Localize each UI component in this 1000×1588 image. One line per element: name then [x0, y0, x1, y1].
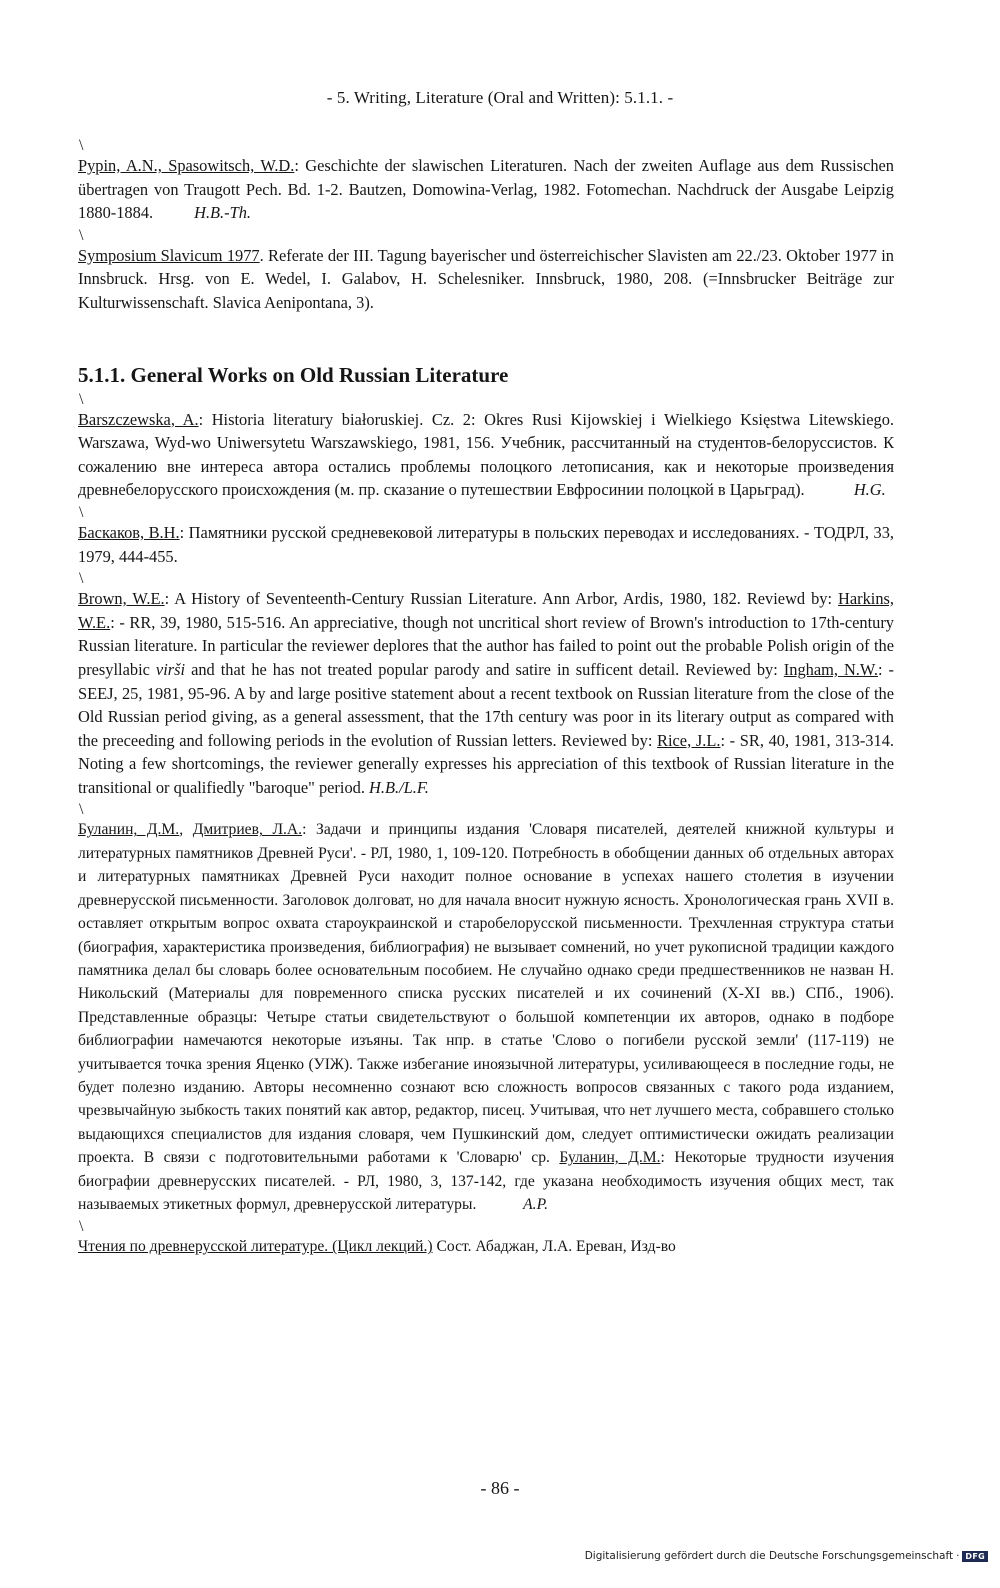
credit-text: Digitalisierung gefördert durch die Deutsche Forschungsgemeinschaft	[584, 1550, 954, 1562]
separator-dot: ·	[956, 1550, 960, 1562]
entry-separator: \	[79, 390, 84, 408]
entry-authors: Barszczewska, A.	[78, 409, 199, 429]
reviewer-name: Harkins, W.E.	[78, 589, 894, 632]
entry-text: : A History of Seventeenth-Century Russian Literature. Ann Arbor, Ardis, 1980, 182. Reviewd by:	[164, 589, 838, 609]
running-head: - 5. Writing, Literature (Oral and Written): 5.1.1. -	[326, 88, 674, 107]
entry-text: : Historia literatury białoruskiej. Cz. 2: Okres Rusi Kijowskiej i Wielkiego Księstwa Litewskiego. Warszawa, Wyd-wo Uniwersytetu Warszawskiego, 1981, 156. Учебник, рассчитанный на студентов-белоруссистов. К сожалению вне интереса автора остались проблемы полоцкого летописания, как и некоторые произведения древнебелорусского происхождения (м. пр. сказание о путешествии Евфросинии полоцкой в Царьград).	[78, 409, 894, 500]
entry-text: : - SEEJ, 25, 1981, 95-96. A by and large positive statement about a recent textbook on Russian literature from the close of the Old Russian period giving, as a general assessment, that the 17th century was poor in its literary output as compared with the preceeding and following periods in the evolution of Russian letters. Reviewed by:	[78, 659, 894, 750]
entry-separator: \	[79, 801, 84, 819]
entry-brown	[78, 587, 894, 799]
entry-text: : Geschichte der slawischen Literaturen. Nach der zweiten Auflage aus dem Russischen übertragen von Traugott Pech. Bd. 1-2. Bautzen, Domowina-Verlag, 1982. Fotomechan. Nachdruck der Ausgabe Leipzig 1880-1884.	[78, 156, 894, 223]
entry-separator: \	[79, 1218, 84, 1236]
entry-authors: Brown, W.E.	[78, 589, 165, 609]
entry-reviewer: H.G.	[853, 480, 886, 500]
entry-text: . Referate der III. Tagung bayerischer und österreichischer Slavisten am 22./23. Oktober 1977 in Innsbruck. Hrsg. von E. Wedel, I. Galabov, H. Schelesniker. Innsbruck, 1980, 208. (=Innsbrucker Beiträge zur Kulturwissenschaft. Slavica Aenipontana, 3).	[78, 245, 894, 312]
entry-authors: Дмитриев, Л.А.	[192, 821, 303, 839]
entry-text: : Памятники русской средневековой литературы в польских переводах и исследованиях. - ТОДРЛ, 33, 1979, 444-455.	[78, 522, 894, 566]
entry-title: Чтения по древнерусской литературе. (Цикл лекций.)	[78, 1238, 433, 1256]
bibliography-content	[78, 138, 894, 1262]
entry-term: virši	[155, 659, 186, 679]
entry-chteniya	[78, 1235, 894, 1258]
reference-name: Буланин, Д.М.	[559, 1149, 661, 1167]
entry-barszczewska	[78, 408, 894, 502]
digitization-credit	[585, 1550, 988, 1562]
entry-separator: \	[79, 226, 84, 244]
entry-reviewer: H.B./L.F.	[369, 777, 429, 797]
author-separator: ,	[179, 821, 193, 839]
entry-authors: Pypin, A.N., Spasowitsch, W.D.	[78, 156, 295, 175]
entry-reviewer: H.B.-Th.	[194, 203, 252, 223]
entry-text: : Некоторые трудности изучения биографии древнерусских писателей. - РЛ, 1980, 3, 137-142, где указана необходимость изучения общих мест, так называемых этикетных формул, древнерусской литературы.	[78, 1149, 894, 1213]
entry-separator: \	[79, 503, 84, 521]
entry-separator: \	[79, 570, 84, 588]
reviewer-name: Ingham, N.W.	[783, 659, 878, 679]
entry-symposium	[78, 244, 894, 315]
page-number: - 86 -	[480, 1478, 520, 1498]
entry-separator: \	[79, 137, 84, 154]
entry-pypin	[78, 154, 894, 225]
entry-text: : - RR, 39, 1980, 515-516. An appreciative, though not uncritical short review of Brown's introduction to 17th-century Russian literature. In particular the reviewer deplores that the author has failed to point out the probable Polish origin of the presyllabic	[78, 612, 894, 679]
dfg-logo-icon: DFG	[962, 1551, 988, 1562]
reviewer-name: Rice, J.L.	[657, 730, 721, 750]
entry-authors: Буланин, Д.М.	[78, 821, 180, 839]
entry-text: : - SR, 40, 1981, 313-314. Noting a few shortcomings, the reviewer generally expresses his appreciation of this textbook of Russian literature in the transitional or qualifiedly "baroque" period.	[78, 730, 894, 797]
entry-authors: Баскаков, В.Н.	[78, 522, 180, 542]
entry-title: Symposium Slavicum 1977	[78, 245, 260, 265]
section-heading: 5.1.1. General Works on Old Russian Literature	[78, 362, 509, 387]
entry-text: and that he has not treated popular parody and satire in sufficent detail. Reviewed by:	[185, 659, 784, 679]
entry-text: Сост. Абаджан, Л.А. Ереван, Изд-во	[432, 1238, 676, 1256]
entry-text: : Задачи и принципы издания 'Словаря писателей, деятелей книжной культуры и литературных памятников Древней Руси'. - РЛ, 1980, 1, 109-120. Потребность в обобщении данных об отдельных авторах и литературных памятниках Древней Руси находит полное основание в успехах нашего столетия в изучении древнерусской письменности. Заголовок долговат, но для начала вносит нужную ясность. Хронологическая грань XVII в. оставляет открытым вопрос охвата староукраинской и старобелорусской письменности. Трехчленная структура статьи (биография, характеристика произведения, библиография) не вызывает сомнений, но учет рукописной традиции каждого памятника делал бы словарь более основательным пособием. Не случайно однако среди предшественников не назван Н. Никольский (Материалы для повременного списка русских писателей и их сочинений (X-XI вв.) СПб., 1906). Представленные образцы: Четыре статьи свидетельствуют о большой компетенции их авторов, однако в подборе библиографии намечаются некоторые изъяны. Так нпр. в статье 'Слово о погибели русской земли' (117-119) не учитывается точка зрения Яценко (УІЖ). Также избегание иноязычной литературы, усиливающееся в последние годы, не будет полезно изданию. Авторы несомненно сознают всю сложность вопросов связанных с такого рода изданием, чрезвычайную зыбкость таких понятий как автор, редактор, писец. Учитывая, что нет лучшего места, собравшего столько выдающихся специалистов для издания словаря, чем Пушкинский дом, следует оптимистически ожидать реализации проекта. В связи с подготовительными работами к 'Словарю' ср.	[78, 821, 894, 1167]
entry-bulanin	[78, 818, 894, 1216]
entry-reviewer: A.P.	[523, 1195, 548, 1213]
entry-baskakov	[78, 521, 894, 568]
